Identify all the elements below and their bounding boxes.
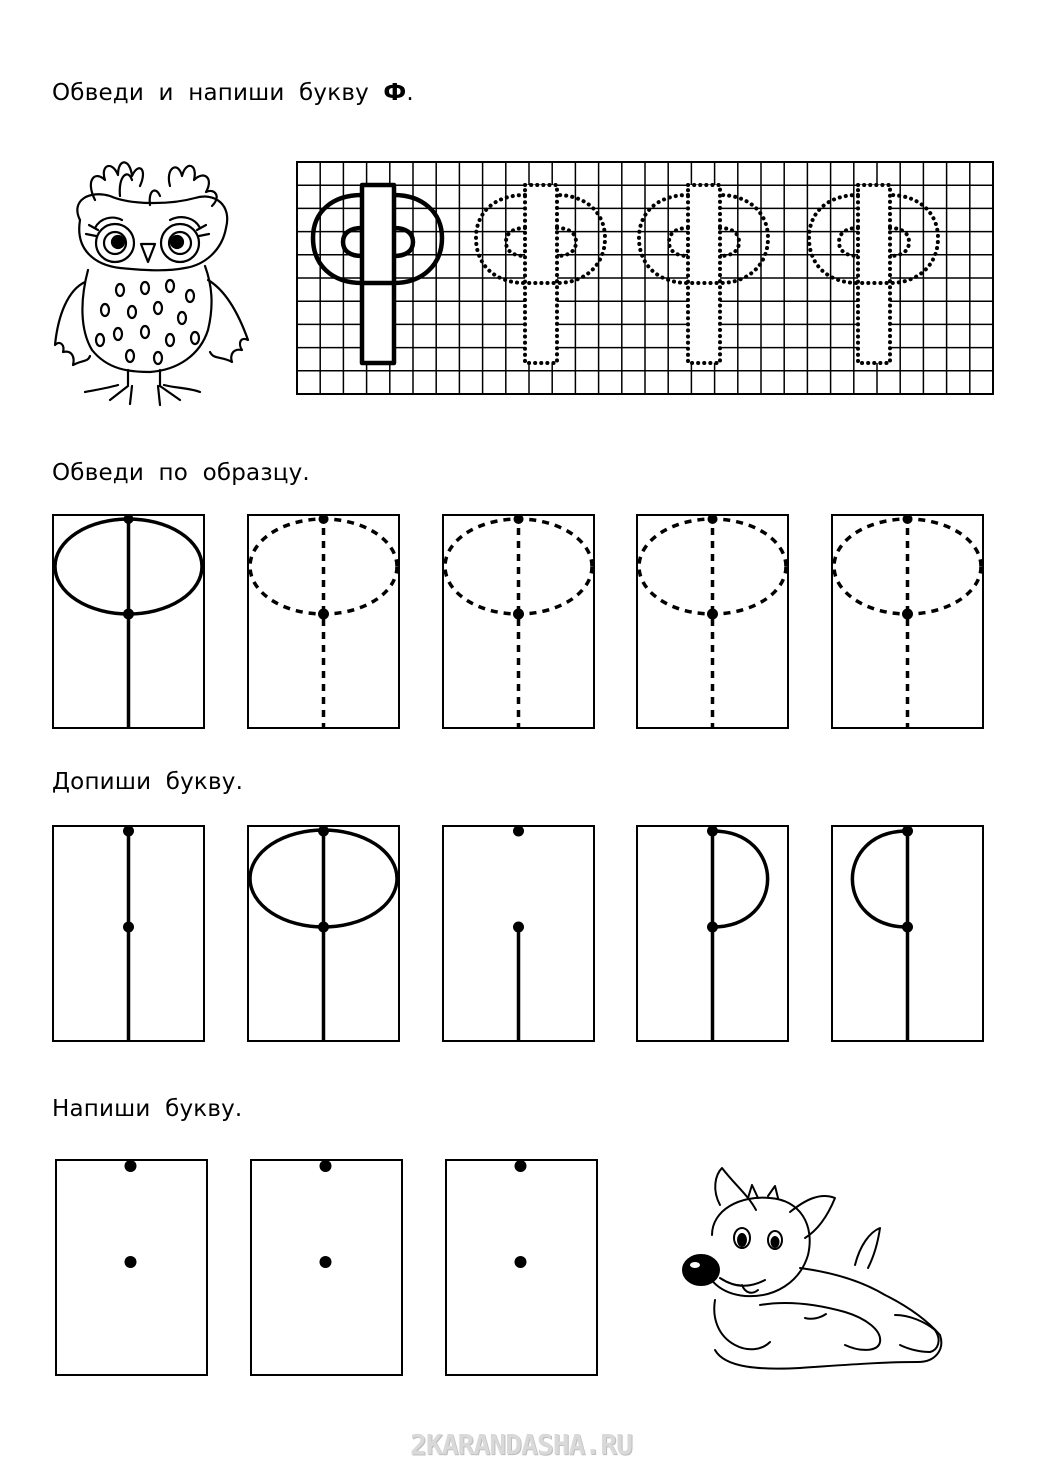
instruction-period: .	[406, 80, 414, 106]
trace-letter-cell	[637, 514, 788, 728]
write-letter-cell	[251, 1160, 402, 1375]
write-letter-cell	[56, 1160, 207, 1375]
finish-letter-cell	[53, 826, 204, 1042]
sample-letter-cell	[53, 514, 204, 728]
instruction-trace-by-sample: Обведи по образцу.	[52, 460, 310, 486]
write-letter-cell	[446, 1160, 597, 1375]
owl-icon	[55, 162, 248, 405]
instruction-finish-letter: Допиши букву.	[52, 769, 244, 795]
target-letter: Ф	[383, 80, 407, 106]
trace-letter-cell	[443, 514, 594, 728]
finish-letter-cell	[248, 826, 399, 1042]
grid-letter-sample	[313, 185, 442, 363]
watermark: 2KARANDASHA.RU	[409, 1428, 632, 1461]
finish-letter-cell	[832, 826, 983, 1042]
trace-letter-cell	[832, 514, 983, 728]
trace-letter-cell	[248, 514, 399, 728]
puppy-icon	[683, 1168, 941, 1369]
instruction-write-letter: Напиши букву.	[52, 1096, 243, 1122]
grid-letter-dotted	[476, 185, 605, 363]
instruction-text: Обведи и напиши букву	[52, 80, 369, 106]
grid-letter-dotted	[639, 185, 768, 363]
finish-letter-cell	[443, 826, 594, 1042]
grid-letter-dotted	[809, 185, 938, 363]
finish-letter-cell	[637, 826, 788, 1042]
